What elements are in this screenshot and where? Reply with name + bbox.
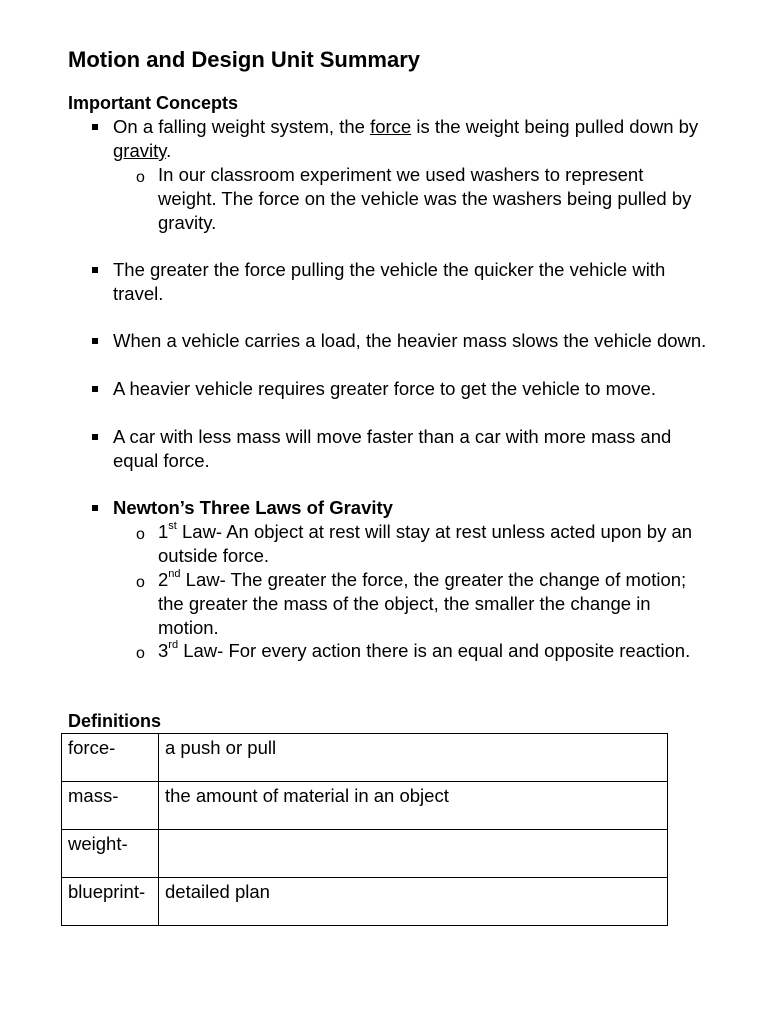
bullet-text: A heavier vehicle requires greater force to get the vehicle to move. [113,378,656,399]
law-text: Law- For every action there is an equal and opposite reaction. [178,640,691,661]
law-number: 1 [158,521,169,542]
circle-bullet-icon: o [136,574,145,591]
list-item [113,115,713,163]
sub-bullet-text: In our classroom experiment we used washers to represent weight. The force on the vehicle was the washers being pulled by gravity. [158,164,692,233]
circle-bullet-icon: o [136,169,145,186]
law-text: Law- The greater the force, the greater the change of motion; the greater the mass of the object, the smaller the change in motion. [158,569,687,638]
term-cell: mass- [62,782,159,830]
table-row [62,782,668,830]
law-text: Law- An object at rest will stay at rest unless acted upon by an outside force. [158,521,693,566]
list-item [113,329,713,353]
law-number: 3 [158,640,169,661]
list-item [113,258,713,306]
sub-list-item [136,163,698,235]
list-item [113,377,713,401]
bullet-text: is the weight being pulled down by [411,116,699,137]
law-ordinal: nd [168,567,181,580]
definitions-table [61,733,668,926]
bullet-text: . [166,140,172,161]
laws-heading: Newton’s Three Laws of Gravity [113,497,393,518]
gravity-term: gravity [113,140,167,161]
list-item [113,496,713,520]
square-bullet-icon [92,267,98,273]
bullet-text: When a vehicle carries a load, the heavier mass slows the vehicle down. [113,330,707,351]
definition-cell: a push or pull [159,734,668,782]
square-bullet-icon [92,434,98,440]
sub-list-item [136,638,698,663]
list-item [113,425,713,473]
bullet-text: The greater the force pulling the vehicle the quicker the vehicle with travel. [113,259,666,304]
circle-bullet-icon: o [136,645,145,662]
term-cell: blueprint- [62,878,159,926]
bullet-text: A car with less mass will move faster than a car with more mass and equal force. [113,426,672,471]
term-cell: weight- [62,830,159,878]
square-bullet-icon [92,505,98,511]
sub-list-item [136,519,698,568]
square-bullet-icon [92,386,98,392]
bullet-text: On a falling weight system, the [113,116,371,137]
square-bullet-icon [92,338,98,344]
term-cell: force- [62,734,159,782]
law-ordinal: st [168,519,177,532]
square-bullet-icon [92,124,98,130]
definitions-heading: Definitions [68,711,161,731]
definition-cell: detailed plan [159,878,668,926]
circle-bullet-icon: o [136,526,145,543]
page-title: Motion and Design Unit Summary [68,47,421,72]
definition-cell [159,830,668,878]
definition-cell: the amount of material in an object [159,782,668,830]
force-term: force [370,116,412,137]
table-row [62,830,668,878]
table-row [62,878,668,926]
law-number: 2 [158,569,169,590]
law-ordinal: rd [168,638,179,651]
sub-list-item [136,567,698,640]
concepts-heading: Important Concepts [68,93,239,113]
table-row [62,734,668,782]
